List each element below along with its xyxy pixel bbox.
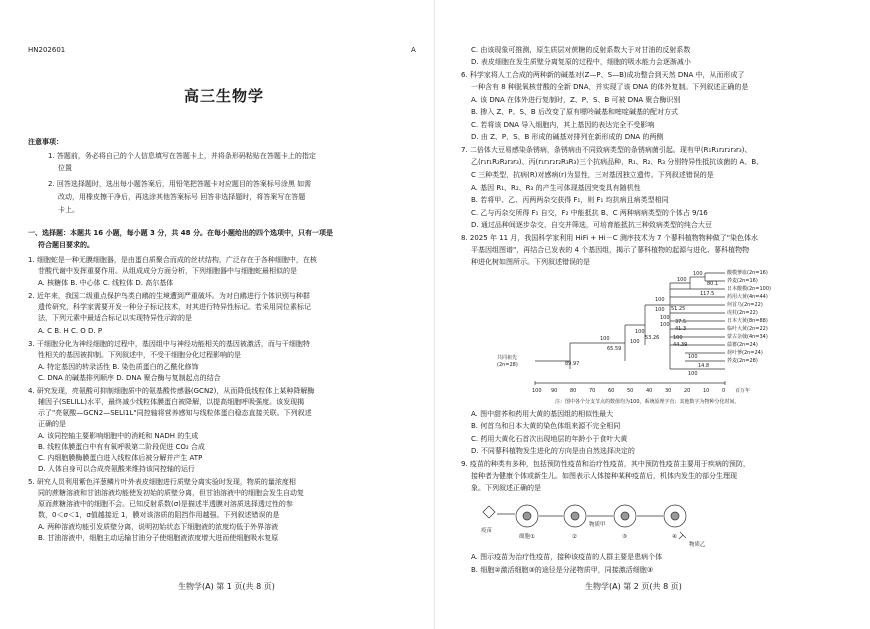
notice-title: 注意事项： xyxy=(28,138,63,146)
node-label: 89.97 xyxy=(565,361,580,367)
question-line: 苷酸代谢中发挥重要作用。从组成成分方面分析，下列细胞器中与细胞蛇最相似的是 xyxy=(38,267,297,275)
option-line: A. 核糖体 B. 中心体 C. 线粒体 D. 高尔基体 xyxy=(38,279,174,287)
option-line: A. 该 DNA 在体外进行复制时，Z、P、S、B 可被 DNA 聚合酶识别 xyxy=(471,96,681,104)
option-line: B. 何首乌和日本大黄的染色体组来源不完全相同 xyxy=(471,422,621,430)
question-line: C 三种类型，抗病(R)对感病(r)为显性，三对基因独立遗传。下列叙述错误的是 xyxy=(471,171,714,179)
phylogenetic-tree xyxy=(495,265,815,410)
node-label: 80.1 xyxy=(707,281,719,287)
option-line: C. 乙与丙杂交所得 F₁ 自交，F₂ 中能抵抗 B、C 两种病病类型的个体占 9/16 xyxy=(471,209,708,217)
outgroup-label: 共同祖先 xyxy=(497,355,518,361)
option-line: C. 若将该 DNA 导入细胞内，其上基因的表达完全不受影响 xyxy=(471,121,655,129)
page-title: 高三生物学 xyxy=(184,87,265,105)
question-line: 1. 细胞蛇是一种无膜细胞器，是由蛋白质聚合而成的丝状结构，广泛存在于各种细胞中，在核 xyxy=(28,256,317,264)
taxon-label: 日本酸模(2n=100) xyxy=(727,286,771,292)
node-label: 117.5 xyxy=(700,291,715,297)
diagram-label: ④ xyxy=(672,534,677,540)
taxon-label: 荞麦(2n=16) xyxy=(727,278,758,284)
node-label: 100 xyxy=(688,354,698,360)
option-line: D. 通过品种间逐步杂交、自交并筛选，可培育能抵抗三种致病类型的纯合大豆 xyxy=(471,221,712,229)
taxon-label: 荞麦(2n=28) xyxy=(727,358,758,364)
node-label: 100 xyxy=(655,297,665,303)
question-line: 象。下列叙述正确的是 xyxy=(471,484,541,492)
question-line: 7. 二倍体大豆易感染条锈病，条锈病由不同致病类型的条锈病菌引起。现有甲(R₁R₁r₂r₂r₃r₃)、 xyxy=(461,146,752,154)
node-label: 100 xyxy=(630,339,640,345)
option-line: A. 该同控轴主要影响细胞中的消耗和 NADH 的生成 xyxy=(38,432,199,440)
option-line: B. 甘油溶液中，细胞主动运输甘油分子使细胞液浓度增大进而使细胞吸水复原 xyxy=(38,534,279,542)
diagram-label: 物质甲 xyxy=(589,522,606,528)
axis-tick: 30 xyxy=(665,388,672,394)
node-label: 100 xyxy=(600,336,610,342)
axis-tick: 70 xyxy=(589,388,596,394)
section-title: 一、选择题：本题共 16 小题，每小题 3 分，共 48 分。在每小题给出的四个选项中，只有一项是 xyxy=(28,229,333,237)
page-2 xyxy=(435,0,870,629)
page-footer: 生物学(A) 第 1 页(共 8 页) xyxy=(178,582,275,591)
notice-line: 改动，用橡皮擦干净后，再选涂其他答案标号 回答非选择题时，将答案写在答题 xyxy=(58,193,306,201)
node-label: 51.25 xyxy=(671,306,686,312)
node-label: 37.5 xyxy=(675,319,687,325)
taxon-label: 萹蓄(2n=24) xyxy=(727,342,758,348)
notice-line: 位置 xyxy=(58,164,72,172)
taxon-label: 临叶大黄(2n=22) xyxy=(727,326,768,332)
option-line: D. 表皮细胞在发生质壁分离复原的过程中，细胞的吸水能力会逐渐减小 xyxy=(471,58,691,66)
exam-code: HN202601 xyxy=(28,46,66,54)
tree-note: 注：图中各个分支节点的数值均为100，系统原理字直；其他数字为物种分化时间。 xyxy=(555,399,740,405)
node-label: 44.39 xyxy=(673,342,688,348)
axis-tick: 100 xyxy=(532,388,542,394)
option-line: B. 掺入 Z、P、S、B 后改变了原有嘌呤碱基和嘧啶碱基的配对方式 xyxy=(471,108,678,116)
option-line: C. 内细胞膜酶膜蛋白进入线粒体后被分解并产生 ATP xyxy=(38,454,203,462)
option-line: A. C B. H C. O D. P xyxy=(38,327,103,335)
question-line: 9. 疫苗的种类有多种，包括预防性疫苗和治疗性疫苗，其中预防性疫苗主要用于疾病的预防， xyxy=(461,460,750,468)
axis-unit: 百万年 xyxy=(735,388,751,394)
option-line: C. 药用大黄化石首次出现地层的年龄小于食叶大黄 xyxy=(471,435,628,443)
option-line: C. DNA 的碱基排列顺序 D. DNA 聚合酶与复制起点的结合 xyxy=(38,374,221,382)
taxon-label: 日本大黄(8n=88) xyxy=(727,318,768,324)
question-line: 5. 研究人员利用紫色洋葱鳞片叶外表皮细胞进行质壁分离实验时发现，物质的量浓度相 xyxy=(28,478,296,486)
axis-tick: 40 xyxy=(646,388,653,394)
node-label: 100 xyxy=(660,315,670,321)
outgroup-label: (2n=28) xyxy=(497,362,518,368)
question-line: 6. 科学家将人工合成的两种新的碱基对(Z—P、S—B)成功整合到天然 DNA 中，从而形成了 xyxy=(461,71,745,79)
question-line: 2. 近年来，我国二级重点保护鸟类白鹇的生境遭到严重破坏。为对白鹇进行个体识别与种群 xyxy=(28,292,310,300)
question-line: 平基因组图谱"，再结合已发表的 4 个基因组，揭示了蓼科植物的起源与进化、蓼科植物物 xyxy=(471,246,750,254)
question-line: 8. 2025 年 11 月，我国科学家利用 HiFi + Hi－C 测序技术为 7 个蓼科植物物种做了"染色体水 xyxy=(461,234,758,242)
question-line: 3. 干细胞分化为神经细胞的过程中，基因组中与神经功能相关的基因被激活，而与干细胞特 xyxy=(28,340,310,348)
diagram-label: 疫苗 xyxy=(481,528,493,534)
taxon-label: 酸模蓼血(2n=16) xyxy=(727,270,768,276)
option-line: C. 由该现象可推测，原生质层对蔗糖的反射系数大于对甘油的反射系数 xyxy=(471,46,691,54)
axis-tick: 20 xyxy=(684,388,691,394)
version-label: A xyxy=(411,46,416,54)
option-line: D. 人体自身可以合成亮氨酸来维持该同控轴的运行 xyxy=(38,465,195,473)
taxon-label: 蒙古杂戟(4n=34) xyxy=(727,334,768,340)
option-line: A. 图示疫苗为治疗性疫苗，接种该疫苗的人群主要是患病个体 xyxy=(471,553,663,561)
node-label: 100 xyxy=(673,335,683,341)
question-line: 乙(r₁r₁R₂R₂r₃r₃)、丙(r₁r₁r₂r₂R₃R₃)三个抗病品种，R₁、R₂、R₃ 分别特异性抵抗该菌的 A、B、 xyxy=(471,158,764,166)
option-line: A. 基因 R₁、R₂、R₃ 的产生可体现基因突变具有随机性 xyxy=(471,184,641,192)
axis-tick: 80 xyxy=(570,388,577,394)
question-line: 原而蔗糖溶液中的细胞不会。已知反射系数(σ)是描述半透膜对溶质选择透过性的参 xyxy=(38,500,293,508)
node-label: 65.59 xyxy=(607,346,622,352)
node-label: 41.3 xyxy=(675,326,687,332)
option-line: B. 线粒体膜蛋白中有有氧呼吸第二阶段促进 CO₂ 合成 xyxy=(38,443,205,451)
taxon-label: 虎杖(2n=22) xyxy=(727,310,758,316)
node-label: 100 xyxy=(655,307,665,313)
question-line: 种进化树如图所示。下列叙述错误的是 xyxy=(471,258,590,266)
node-label: 14.8 xyxy=(698,363,710,369)
axis-tick: 10 xyxy=(703,388,710,394)
axis-tick: 90 xyxy=(551,388,558,394)
diagram-label: ③ xyxy=(622,534,627,540)
node-label: 100 xyxy=(688,371,698,377)
question-line: 示了"亮氨酸—GCN2—SELI1L"同控轴将营养感知与线粒体蛋白稳态直接关联。下列叙述 xyxy=(38,409,312,417)
notice-line: 2. 回答选择题时，选出每小题答案后，用铅笔把答题卡对应题目的答案标号涂黑 如需 xyxy=(48,180,312,188)
diagram-label: 细胞① xyxy=(519,534,535,540)
option-line: A. 两种溶液均能引发质壁分离，说明初始状态下细胞液的浓度均低于外界溶液 xyxy=(38,523,279,531)
node-label: 53.26 xyxy=(645,335,660,341)
diagram-label: ② xyxy=(572,534,577,540)
question-line: 性相关的基因被抑制。下列叙述中，不受干细胞分化过程影响的是 xyxy=(38,351,241,359)
option-line: A. 图中甜荞和药用大黄的基因组的相似性最大 xyxy=(471,410,614,418)
axis-tick: 50 xyxy=(627,388,634,394)
taxon-label: 荷叶蓼(2n=24) xyxy=(727,350,763,356)
question-line: 法，下列元素中最适合标记以实现特异性示踪的是 xyxy=(38,314,192,322)
node-label: 100 xyxy=(677,277,687,283)
notice-line: 卡上。 xyxy=(58,206,79,214)
node-label: 100 xyxy=(693,271,703,277)
taxon-label: 药用大黄(4n=44) xyxy=(727,294,768,300)
question-line: 同的蔗糖溶液和甘油溶液均能使发初始的质壁分离，但甘油溶液中的细胞会发生自动复 xyxy=(38,489,304,497)
question-line: 数，0＜σ＜1，σ值越接近 1，膜对该溶质的阻挡作用越强。下列叙述错误的是 xyxy=(38,511,280,519)
axis-tick: 0 xyxy=(722,388,726,394)
node-label: 100 xyxy=(660,322,670,328)
option-line: A. 特定基因的转录活性 B. 染色质蛋白的乙酰化修饰 xyxy=(38,363,199,371)
question-line: 一种含有 8 种脱氧核苷酸的全新 DNA，并实现了该 DNA 的体外复制。下列叙述正确的是 xyxy=(471,83,749,91)
question-line: 接种者为健康个体或新生儿。如图表示人体接种某种疫苗后，机体内发生的部分生理现 xyxy=(471,472,737,480)
question-line: 正确的是 xyxy=(38,420,66,428)
option-line: D. 不同蓼科植物发生进化的方向是由自然选择决定的 xyxy=(471,447,635,455)
option-line: B. 若将甲、乙、丙两两杂交获得 F₁，则 F₁ 均抗病且病类型相同 xyxy=(471,196,669,204)
question-line: 遗传研究，科学家需要开发一种分子标记技术，对其进行特异性标记。若采用同位素标记 xyxy=(38,303,311,311)
question-line: 4. 研究发现，亮氨酸可抑制细胞质中的氨基酸传感器(GCN2)，从而降低线粒体上某种降解酶 xyxy=(28,387,315,395)
vaccine-diagram xyxy=(475,498,715,553)
taxon-label: 何首乌(2n=22) xyxy=(727,302,763,308)
node-label: 100 xyxy=(635,329,645,335)
section-title: 符合题目要求的。 xyxy=(38,241,94,249)
option-line: D. 由 Z、P、S、B 形成的碱基对排列在新形成的 DNA 的两侧 xyxy=(471,133,664,141)
question-line: 辅因子(SELILL)水平，最终减少线粒体膜蛋白被降解，以提高细胞呼吸强度。该发现揭 xyxy=(38,398,305,406)
axis-tick: 60 xyxy=(608,388,615,394)
option-line: B. 细胞②激活细胞③的途径是分泌物质甲，同接激活细胞③ xyxy=(471,566,654,574)
page-footer: 生物学(A) 第 2 页(共 8 页) xyxy=(585,582,682,591)
diagram-label: 物质乙 xyxy=(689,542,706,548)
notice-line: 1. 答题前，务必将自己的个人信息填写在答题卡上，并将条形码粘贴在答题卡上的指定 xyxy=(48,152,316,160)
